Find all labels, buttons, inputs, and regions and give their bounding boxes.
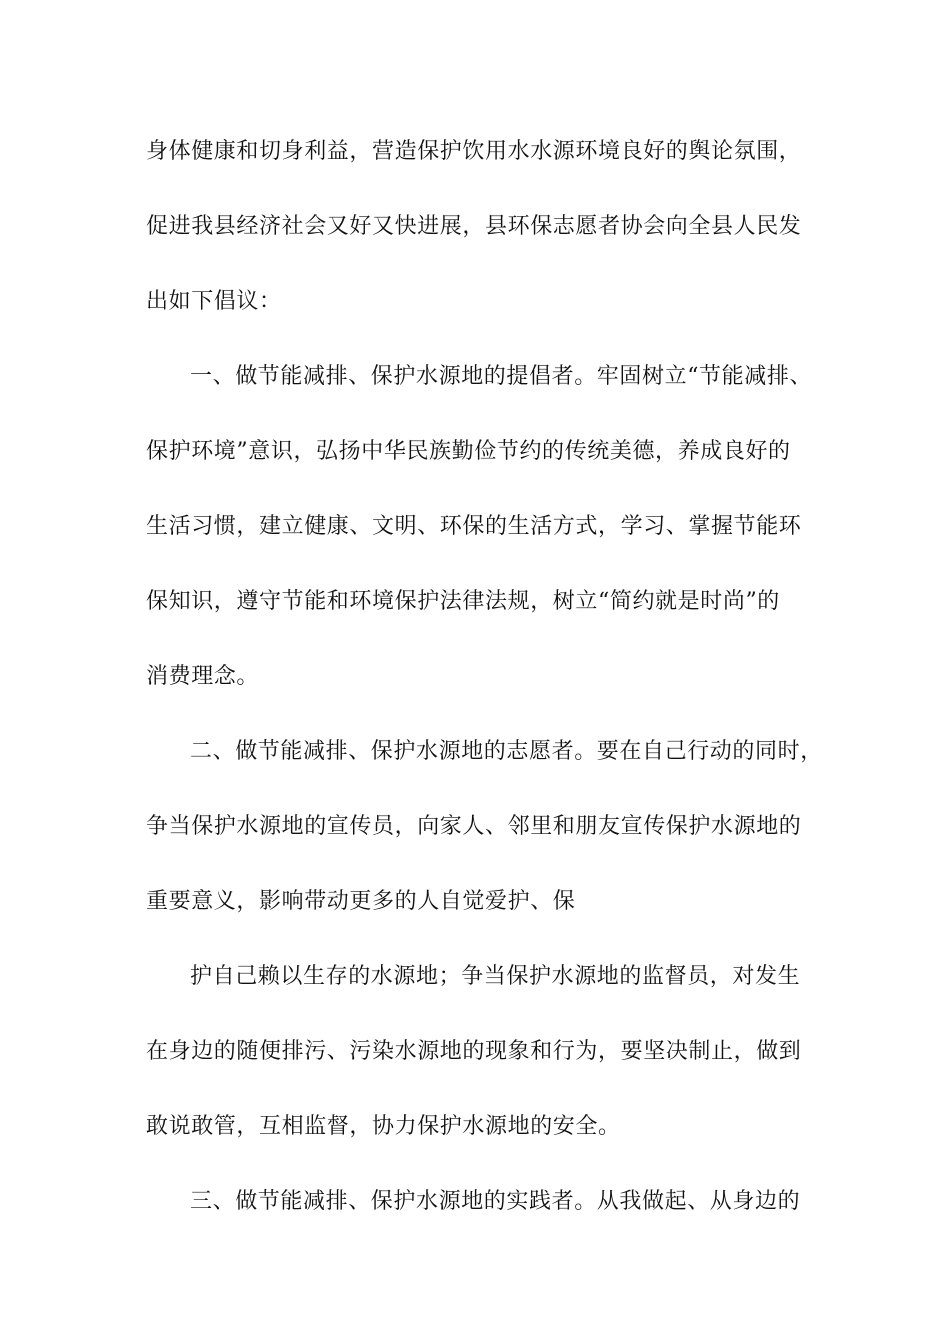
document-body [146,124,823,1249]
text-line-8: 消费理念。 [146,664,260,689]
text-line-10: 争当保护水源地的宣传员，向家人、邻里和朋友宣传保护水源地的 [146,814,802,839]
text-line-12: 护自己赖以生存的水源地；争当保护水源地的监督员，对发生 [190,964,801,989]
text-line-1: 身体健康和切身利益，营造保护饮用水水源环境良好的舆论氛围， [146,139,802,164]
paragraph-2-start: 二、做节能减排、保护水源地的志愿者。要在自己行动的同时， [190,739,823,764]
text-line-5: 保护环境”意识，弘扬中华民族勤俭节约的传统美德，养成良好的 [146,439,791,464]
text-line-11: 重要意义，影响带动更多的人自觉爱护、保 [146,889,576,914]
paragraph-1-start: 一、做节能减排、保护水源地的提倡者。牢固树立“节能减排、 [190,364,813,389]
text-line-2: 促进我县经济社会又好又快进展，县环保志愿者协会向全县人民发 [146,214,802,239]
text-line-3: 出如下倡议： [146,289,282,314]
text-line-13: 在身边的随便排污、污染水源地的现象和行为，要坚决制止，做到 [146,1039,802,1064]
text-line-6: 生活习惯，建立健康、文明、环保的生活方式，学习、掌握节能环 [146,514,802,539]
paragraph-3-start: 三、做节能减排、保护水源地的实践者。从我做起、从身边的 [190,1189,801,1214]
text-line-14: 敢说敢管，互相监督，协力保护水源地的安全。 [146,1114,621,1139]
text-line-7: 保知识，遵守节能和环境保护法律法规，树立“简约就是时尚”的 [146,589,780,614]
